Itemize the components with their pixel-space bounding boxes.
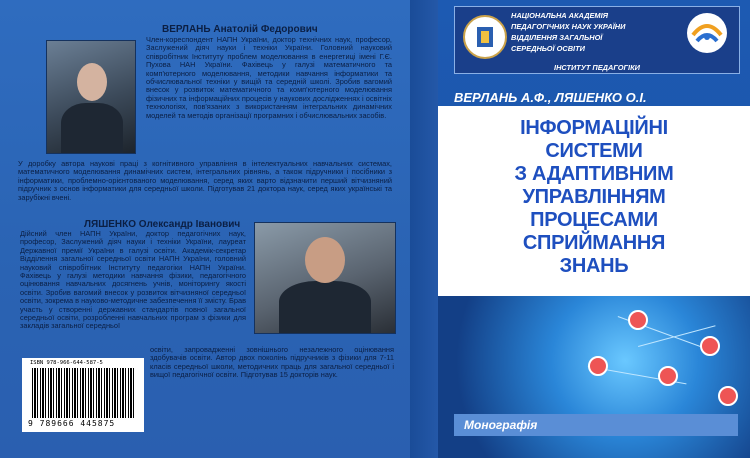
author1-bio-continued: У доробку автора наукові праці з когнітивного управління в інтелектуальних навчальних системах, математичного моделювання динамічних систем, інтегральних рівнянь, а також підручники і посібники з інформатики, проблемно-орієнтованого моделювання, серед яких варто відзначити перший вітчизняний підручник з основ інформатики для середньої школи. Підготував 21 доктора наук, серед яких українські та зарубіжні вчені.: [18, 159, 392, 202]
author1-suit: [61, 103, 123, 153]
isbn-text: ISBN 978-966-644-587-5: [30, 360, 103, 366]
author2-bio-continued: освіти, запровадженні зовнішнього незалежного оцінювання здобувачів освіти. Автор двох поколінь підручників з фізики для 7-11 класів середньої школи, методичних праць для загальної середньої і вищої педагогічної освіти. Підготував 15 докторів наук.: [150, 345, 394, 380]
header-line-4: СЕРЕДНЬОЇ ОСВІТИ: [511, 44, 585, 53]
header-line-2: ПЕДАГОГІЧНИХ НАУК УКРАЇНИ: [511, 22, 626, 31]
author1-bio: Член-кореспондент НАПН України, доктор технічних наук, професор, Заслужений діяч науки і техніки України. Головний науковий співробітник Інституту проблем моделювання в енергетиці імені Г.Є. Пухова НАН України. Фахівець у галузі математичного та комп'ютерного моделювання, методики навчання інформатики та обчислювальної техніки у вищій та середній школі. Зробив вагомий внесок у розвиток математичного та комп'ютерного моделювання фізичних та інформаційних процесів у наукових дослідженнях і освітніх технологіях, пов'язаних з використанням інтегральних динамічних моделей та методів організації програмних і обчислювальних засобів.: [146, 35, 392, 120]
author2-name: ЛЯШЕНКО Олександр Іванович: [84, 219, 241, 230]
barcode: [22, 358, 144, 432]
title-line-2: СИСТЕМИ: [545, 140, 643, 162]
barcode-bars: [32, 368, 136, 418]
barcode-number: 9 789666 445875: [28, 419, 116, 428]
network-node: [700, 336, 720, 356]
title-line-4: УПРАВЛІННЯМ: [522, 186, 666, 208]
network-node: [588, 356, 608, 376]
front-cover: [438, 0, 750, 458]
author2-bio: Дійсний член НАПН України, доктор педагогічних наук, професор, Заслужений діяч науки і техніки України, лауреат Державної премії України в галузі освіти. Академік-секретар Відділення загальної середньої освіти НАПН України, головний науковий співробітник Інституту педагогіки НАПН України. Фахівець у галузі методики навчання фізики, педагогічного оцінювання навчальних досягнень учнів, моніторингу якості освіти. Зробив вагомий внесок у розвиток вітчизняної середньої освіти, зокрема в науково-методичне забезпечення її змісту. Брав участь у створенні державних стандартів повної загальної середньої освіти, розробленні навчальних програм з фізики для закладів загальної середньої: [20, 229, 246, 331]
title-line-5: ПРОЦЕСАМИ: [530, 209, 658, 231]
author2-head: [305, 237, 345, 283]
academy-emblem-icon: [463, 15, 507, 59]
title-line-3: З АДАПТИВНИМ: [514, 163, 674, 185]
title-line-7: ЗНАНЬ: [559, 255, 629, 277]
institute-name: ІНСТИТУТ ПЕДАГОГІКИ: [454, 63, 740, 74]
academy-emblem-graphic: [465, 17, 505, 57]
author1-name: ВЕРЛАНЬ Анатолій Федорович: [162, 24, 318, 35]
title-line-1: ІНФОРМАЦІЙНІ: [520, 117, 668, 139]
network-node: [628, 310, 648, 330]
author1-photo: [46, 40, 136, 154]
header-line-1: НАЦІОНАЛЬНА АКАДЕМІЯ: [511, 11, 609, 20]
title-panel: [438, 106, 750, 296]
book-spine: [410, 0, 438, 458]
author1-head: [77, 63, 107, 101]
institute-logo-icon: [687, 13, 727, 53]
author2-suit: [279, 281, 371, 333]
institute-logo-graphic: [687, 13, 727, 53]
genre-label: Монографія: [454, 414, 738, 436]
authors: ВЕРЛАНЬ А.Ф., ЛЯШЕНКО О.І.: [454, 90, 647, 105]
network-node: [718, 386, 738, 406]
title-line-6: СПРИЙМАННЯ: [522, 232, 666, 254]
header-line-3: ВІДДІЛЕННЯ ЗАГАЛЬНОЇ: [511, 33, 603, 42]
author2-photo: [254, 222, 396, 334]
network-node: [658, 366, 678, 386]
publisher-header: [454, 6, 740, 64]
